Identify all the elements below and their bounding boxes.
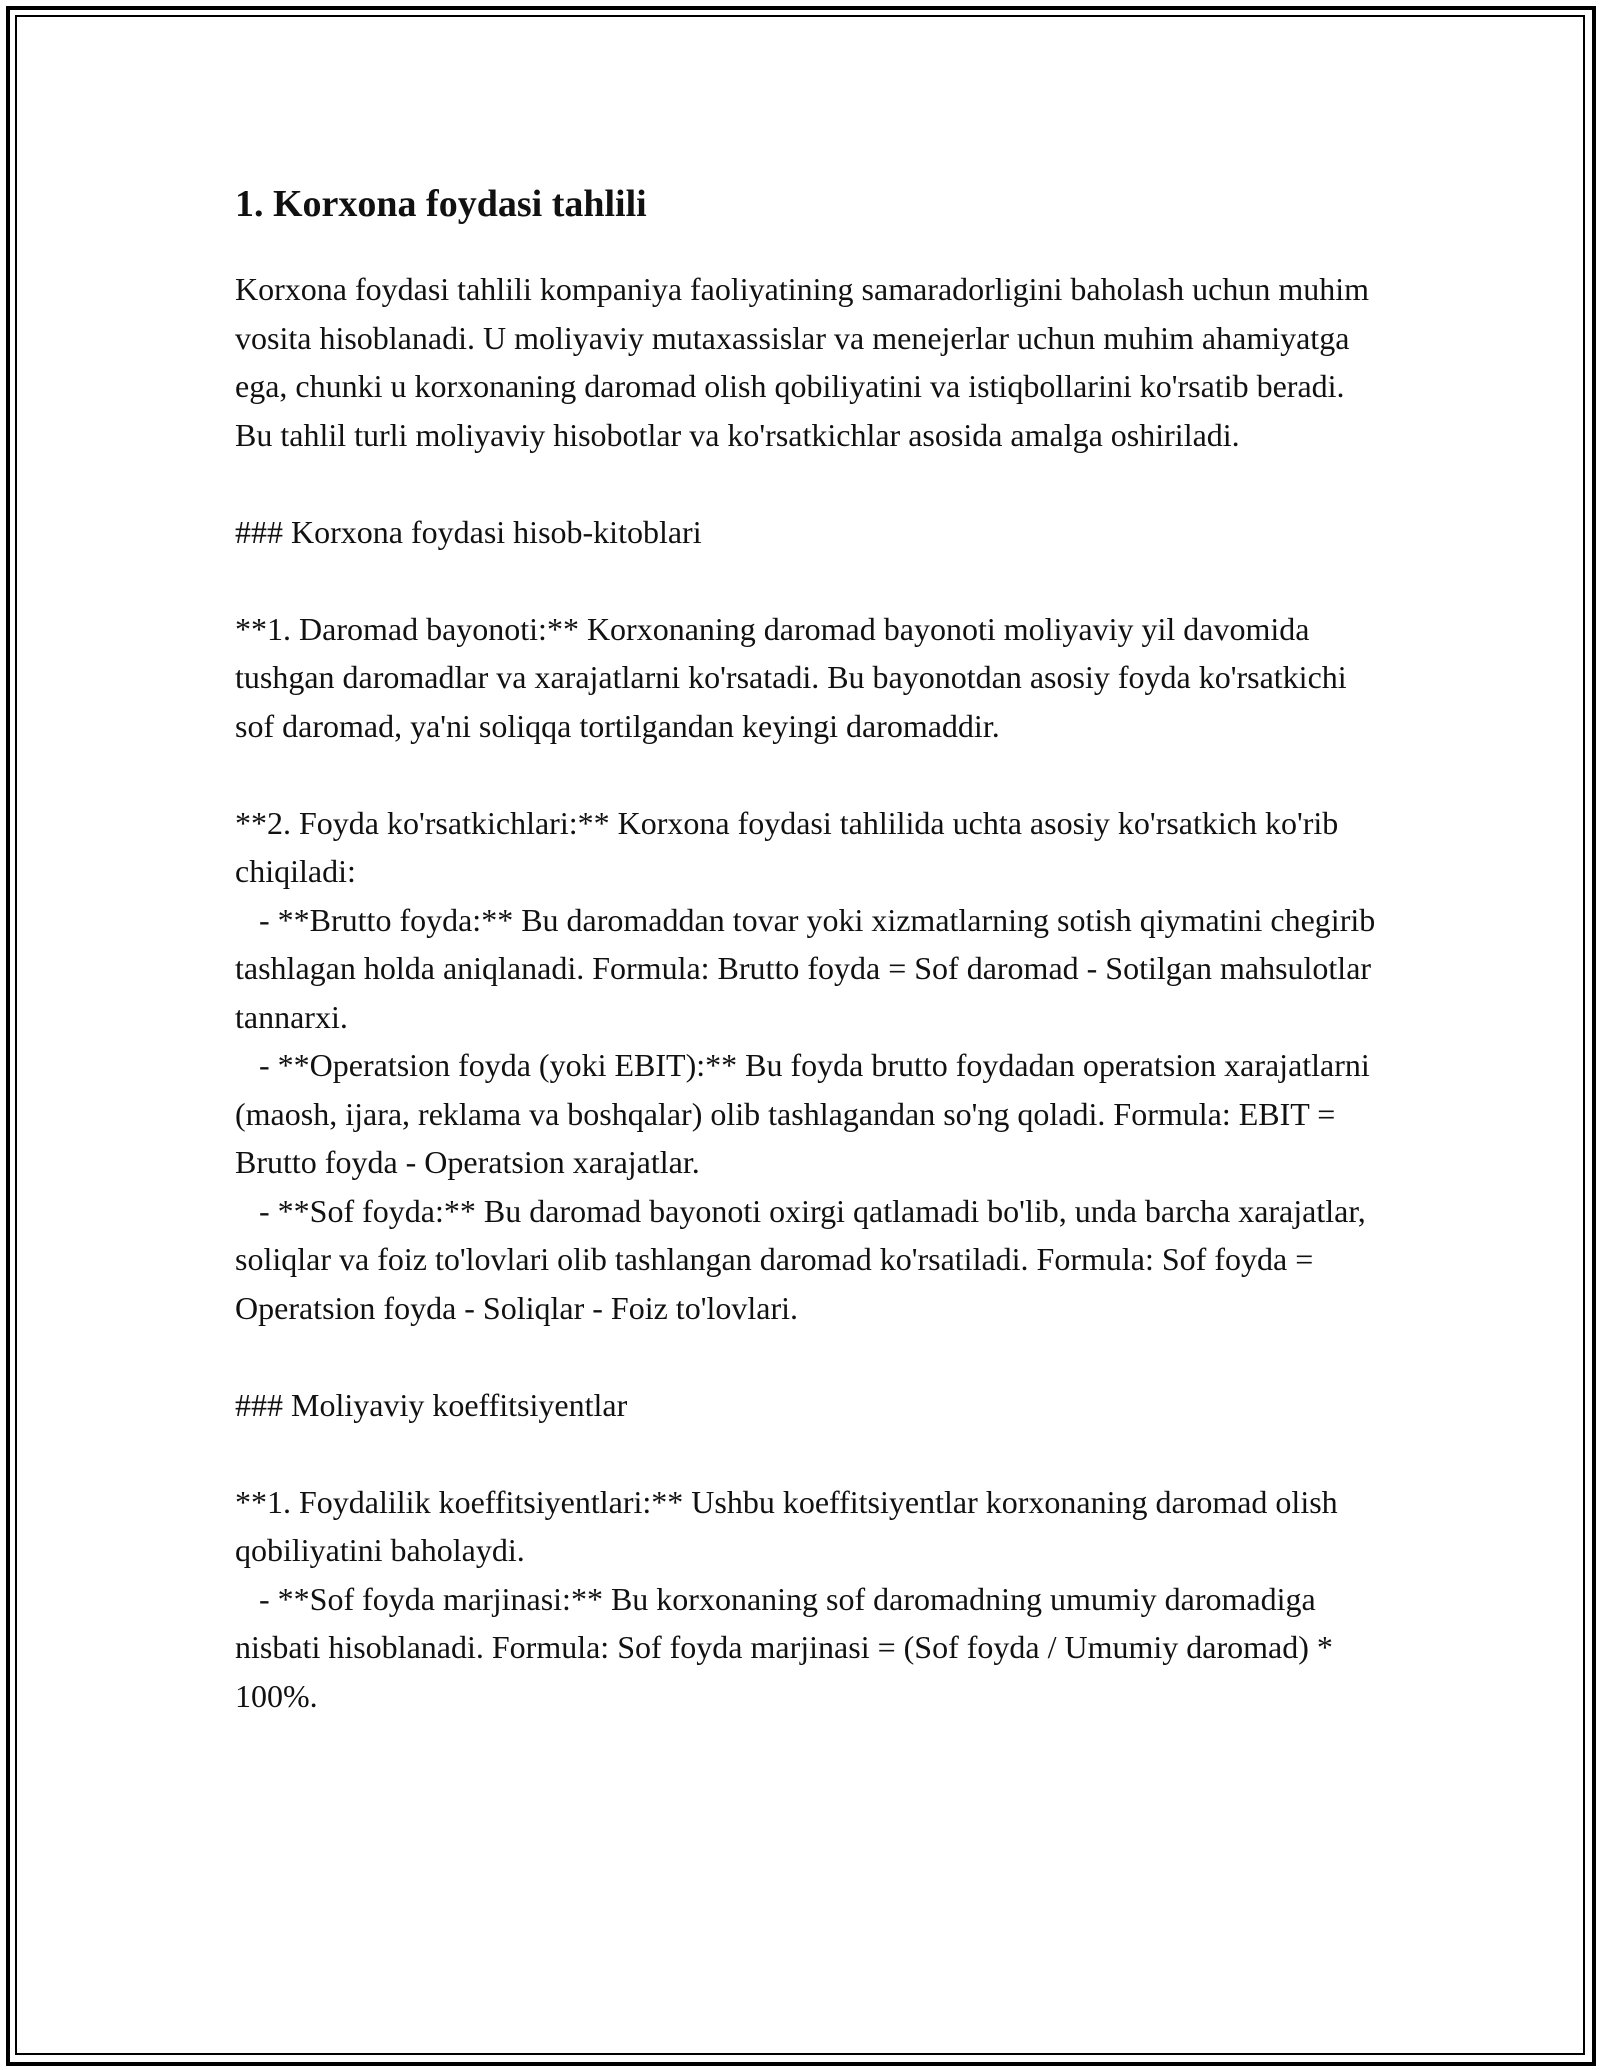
intro-paragraph: Korxona foydasi tahlili kompaniya faoliyatining samaradorligini baholash uchun muhim vosita hisoblanadi. U moliyaviy mutaxassislar va menejerlar uchun muhim ahamiyatga ega, chunki u korxonaning daromad olish qobiliyatini va istiqbollarini ko'rsatib beradi. Bu tahlil turli moliyaviy hisobotlar va ko'rsatkichlar asosida amalga oshiriladi. [235,271,1377,453]
daromad-bayonoti-paragraph: **1. Daromad bayonoti:** Korxonaning daromad bayonoti moliyaviy yil davomida tushgan daromadlar va xarajatlarni ko'rsatadi. Bu bayonotdan asosiy foyda ko'rsatkichi sof daromad, ya'ni soliqqa tortilgandan keyingi daromaddir. [235,610,1355,744]
foydalilik-koeffitsiyentlari-paragraph: **1. Foydalilik koeffitsiyentlari:** Ushbu koeffitsiyentlar korxonaning daromad olish qobiliyatini baholaydi. - **Sof foyda marjinasi:** Bu korxonaning sof daromadning umumiy daromadiga nisbati hisoblanadi. Formula: Sof foyda marjinasi = (Sof foyda / Umumiy daromad) * 100%. [235,1483,1338,1714]
section-heading-koeffitsiyentlar: ### Moliyaviy koeffitsiyentlar [235,1386,628,1423]
section-heading-hisob-kitoblari: ### Korxona foydasi hisob-kitoblari [235,513,702,550]
document-body [235,180,1385,1720]
foyda-korsatkichlari-paragraph: **2. Foyda ko'rsatkichlari:** Korxona foydasi tahlilida uchta asosiy ko'rsatkich ko'rib chiqiladi: - **Brutto foyda:** Bu daromaddan tovar yoki xizmatlarning sotish qiymatini chegirib tashlagan holda aniqlanadi. Formula: Brutto foyda = Sof daromad - Sotilgan mahsulotlar tannarxi. - **Operatsion foyda (yoki EBIT):** Bu foyda brutto foydadan operatsion xarajatlarni (maosh, ijara, reklama va boshqalar) olib tashlagandan so'ng qoladi. Formula: EBIT = Brutto foyda - Operatsion xarajatlar. - **Sof foyda:** Bu daromad bayonoti oxirgi qatlamadi bo'lib, unda barcha xarajatlar, soliqlar va foiz to'lovlari olib tashlangan daromad ko'rsatiladi. Formula: Sof foyda = Operatsion foyda - Soliqlar - Foiz to'lovlari. [235,804,1376,1326]
document-title: 1. Korxona foydasi tahlili [235,183,647,225]
